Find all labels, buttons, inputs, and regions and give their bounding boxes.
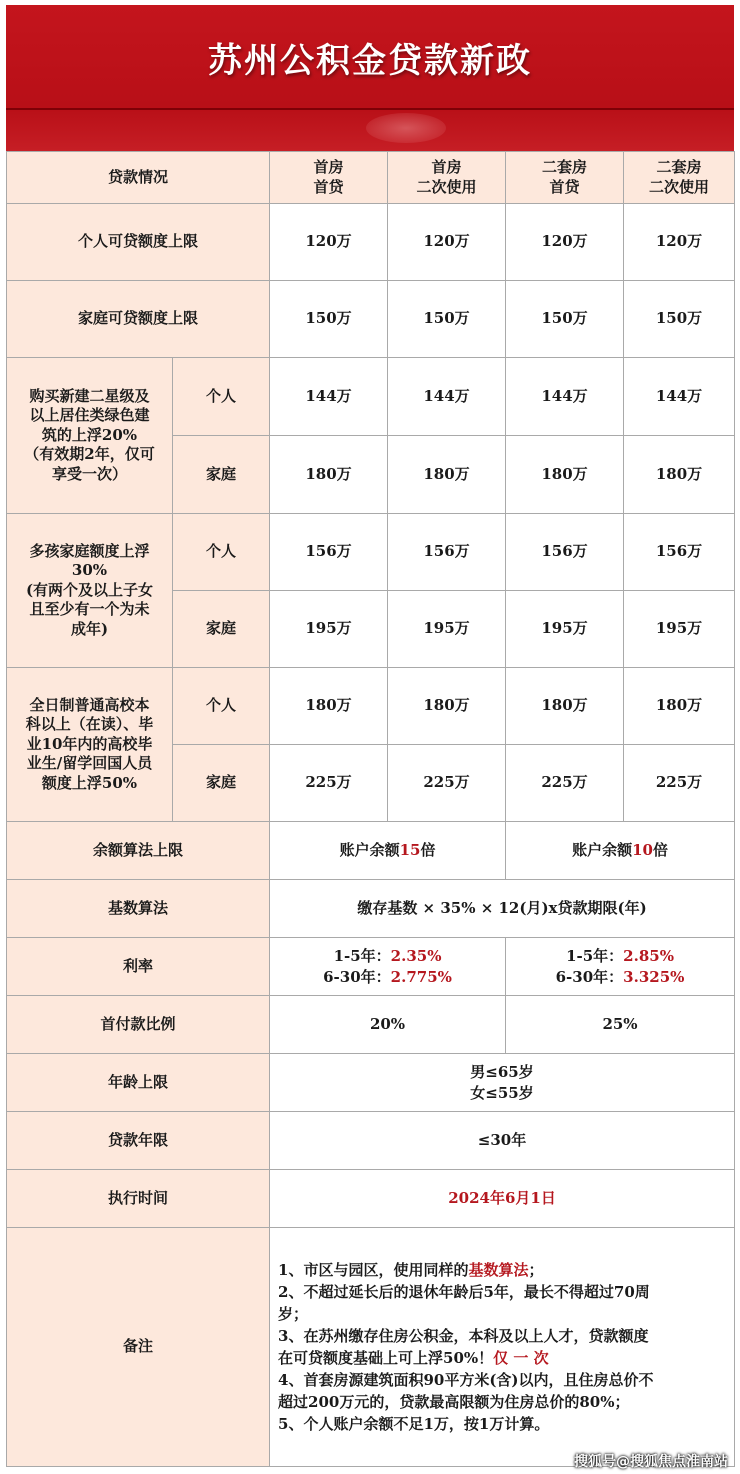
rate-second-home: 1-5年：2.85% 6-30年：3.325% xyxy=(506,938,735,996)
graduate-label: 全日制普通高校本 科以上（在读）、毕 业10年内的高校毕 业生/留学回国人员 额度上浮50% xyxy=(7,668,173,822)
cell-value: 195万 xyxy=(388,591,506,668)
table-header-row xyxy=(7,152,735,204)
watermark: 搜狐号@搜狐焦点淮南站 xyxy=(574,1454,728,1470)
loan-term-value: ≤30年 xyxy=(270,1112,735,1170)
notes-content xyxy=(270,1228,735,1467)
cell-value: 225万 xyxy=(624,745,735,822)
cell-value: 144万 xyxy=(506,358,624,436)
sub-label-personal: 个人 xyxy=(173,358,270,436)
row-label: 个人可贷额度上限 xyxy=(7,204,270,281)
page-title: 苏州公积金贷款新政 xyxy=(208,41,532,81)
title-banner xyxy=(6,5,734,151)
table-row-notes xyxy=(7,1228,735,1467)
row-label: 贷款年限 xyxy=(7,1112,270,1170)
cell-value: 180万 xyxy=(270,436,388,514)
header-label: 贷款情况 xyxy=(7,152,270,204)
note-4a: 4、首套房源建筑面积90平方米(含)以内，且住房总价不 xyxy=(278,1371,654,1389)
row-label: 备注 xyxy=(7,1228,270,1467)
cell-value: 156万 xyxy=(388,514,506,591)
table-row-balance-limit xyxy=(7,822,735,880)
effective-date-value: 2024年6月1日 xyxy=(270,1170,735,1228)
row-label: 首付款比例 xyxy=(7,996,270,1054)
cell-value: 150万 xyxy=(506,281,624,358)
row-label: 家庭可贷额度上限 xyxy=(7,281,270,358)
table-row-loan-term xyxy=(7,1112,735,1170)
cell-value: 144万 xyxy=(388,358,506,436)
banner-glow xyxy=(366,113,446,143)
note-5: 5、个人账户余额不足1万，按1万计算。 xyxy=(278,1415,550,1433)
cell-value: 120万 xyxy=(506,204,624,281)
row-label: 基数算法 xyxy=(7,880,270,938)
table-row-interest-rate xyxy=(7,938,735,996)
base-formula-value: 缴存基数 × 35% × 12(月)x贷款期限(年) xyxy=(270,880,735,938)
header-col-2: 首房 二次使用 xyxy=(388,152,506,204)
sub-label-personal: 个人 xyxy=(173,514,270,591)
table-row-personal-limit xyxy=(7,204,735,281)
banner-divider xyxy=(6,108,734,110)
cell-value: 156万 xyxy=(624,514,735,591)
rate-first-home: 1-5年：2.35% 6-30年：2.775% xyxy=(270,938,506,996)
multi-child-label: 多孩家庭额度上浮 30% (有两个及以上子女 且至少有一个为未 成年) xyxy=(7,514,173,668)
row-label: 余额算法上限 xyxy=(7,822,270,880)
sub-label-family: 家庭 xyxy=(173,745,270,822)
cell-value: 150万 xyxy=(624,281,735,358)
cell-value: 120万 xyxy=(270,204,388,281)
cell-value: 225万 xyxy=(388,745,506,822)
cell-value: 120万 xyxy=(624,204,735,281)
table-row-family-limit xyxy=(7,281,735,358)
cell-value: 180万 xyxy=(624,436,735,514)
table-row-graduate-personal xyxy=(7,668,735,745)
row-label: 利率 xyxy=(7,938,270,996)
cell-value: 156万 xyxy=(270,514,388,591)
cell-value: 144万 xyxy=(624,358,735,436)
green-building-label: 购买新建二星级及 以上居住类绿色建 筑的上浮20% （有效期2年，仅可 享受一次） xyxy=(7,358,173,514)
table-row-age-limit xyxy=(7,1054,735,1112)
table-row-multichild-personal xyxy=(7,514,735,591)
note-3a: 3、在苏州缴存住房公积金，本科及以上人才，贷款额度 xyxy=(278,1327,649,1345)
balance-first-home: 账户余额15倍 xyxy=(270,822,506,880)
row-label: 年龄上限 xyxy=(7,1054,270,1112)
header-col-1: 首房 首贷 xyxy=(270,152,388,204)
loan-policy-table xyxy=(6,151,735,1467)
cell-value: 156万 xyxy=(506,514,624,591)
note-2b: 岁； xyxy=(278,1305,309,1323)
row-label: 执行时间 xyxy=(7,1170,270,1228)
sub-label-family: 家庭 xyxy=(173,436,270,514)
cell-value: 225万 xyxy=(270,745,388,822)
down-payment-second: 25% xyxy=(506,996,735,1054)
sub-label-family: 家庭 xyxy=(173,591,270,668)
cell-value: 195万 xyxy=(506,591,624,668)
table-row-down-payment xyxy=(7,996,735,1054)
table-row-effective-date xyxy=(7,1170,735,1228)
cell-value: 120万 xyxy=(388,204,506,281)
cell-value: 180万 xyxy=(388,436,506,514)
cell-value: 195万 xyxy=(624,591,735,668)
cell-value: 144万 xyxy=(270,358,388,436)
cell-value: 180万 xyxy=(624,668,735,745)
table-row-base-formula xyxy=(7,880,735,938)
header-col-3: 二套房 首贷 xyxy=(506,152,624,204)
note-1: 1、市区与园区，使用同样的基数算法； xyxy=(278,1261,544,1279)
cell-value: 225万 xyxy=(506,745,624,822)
note-4b: 超过200万元的，贷款最高限额为住房总价的80%； xyxy=(278,1393,630,1411)
cell-value: 180万 xyxy=(506,436,624,514)
sub-label-personal: 个人 xyxy=(173,668,270,745)
age-limit-value: 男≤65岁 女≤55岁 xyxy=(270,1054,735,1112)
header-col-4: 二套房 二次使用 xyxy=(624,152,735,204)
cell-value: 180万 xyxy=(388,668,506,745)
note-3b: 在可贷额度基础上可上浮50%！仅 一 次 xyxy=(278,1349,549,1367)
cell-value: 150万 xyxy=(388,281,506,358)
cell-value: 180万 xyxy=(506,668,624,745)
table-row-green-personal xyxy=(7,358,735,436)
down-payment-first: 20% xyxy=(270,996,506,1054)
balance-second-home: 账户余额10倍 xyxy=(506,822,735,880)
cell-value: 150万 xyxy=(270,281,388,358)
cell-value: 180万 xyxy=(270,668,388,745)
cell-value: 195万 xyxy=(270,591,388,668)
note-2a: 2、不超过延长后的退休年龄后5年，最长不得超过70周 xyxy=(278,1283,650,1301)
